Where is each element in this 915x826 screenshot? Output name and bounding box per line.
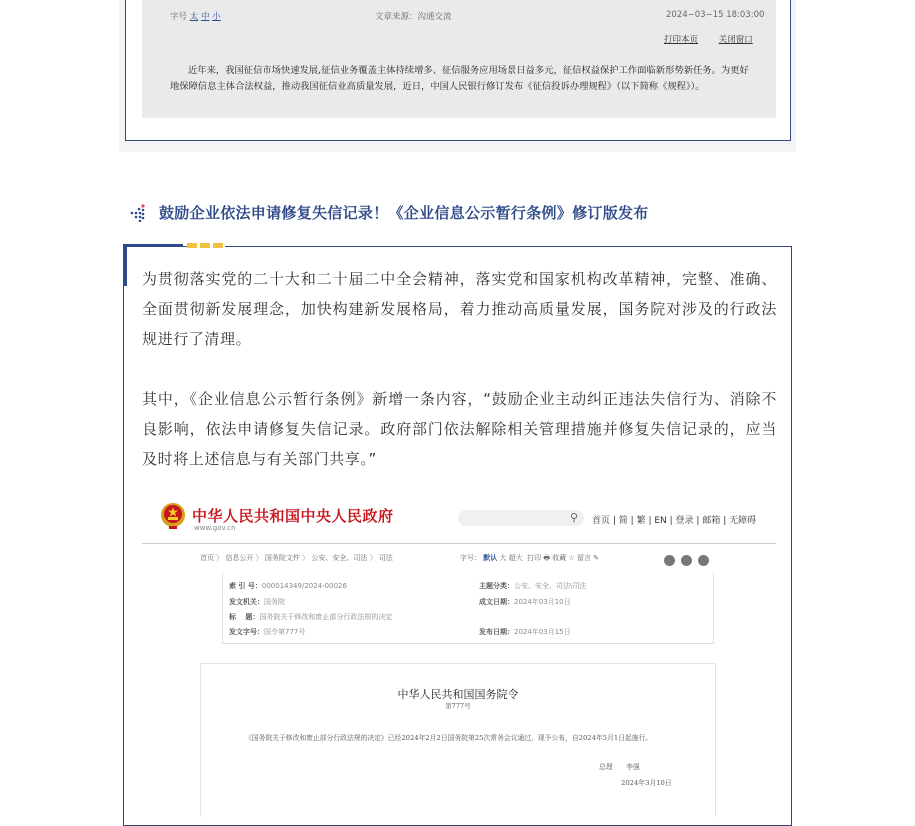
paragraph-1: 为贯彻落实党的二十大和二十届二中全会精神，落实党和国家机构改革精神，完整、准确、全面贯彻新发展理念，加快构建新发展格局，着力推动高质量发展，国务院对涉及的行政法规进行了清理。: [142, 270, 777, 348]
gov-top-nav: 首页 | 简 | 繁 | EN | 登录 | 邮箱 | 无障碍: [592, 516, 757, 526]
nav-login[interactable]: 登录: [675, 516, 694, 526]
font-large[interactable]: 大: [499, 554, 507, 562]
gov-site-url: www.gov.cn: [194, 524, 236, 532]
meta-docno: 发文字号：国令第777号: [229, 628, 306, 636]
nav-accessibility[interactable]: 无障碍: [729, 516, 757, 526]
nav-mail[interactable]: 邮箱: [702, 516, 721, 526]
nav-english[interactable]: EN: [654, 516, 667, 526]
card-accent-top: [123, 244, 183, 247]
close-window-link[interactable]: 关闭窗口: [718, 35, 753, 45]
previous-article-body: [170, 63, 750, 95]
font-label: 字号：: [460, 554, 481, 562]
nav-home[interactable]: 首页: [592, 516, 611, 526]
decree-signer: 总理 李强: [599, 763, 640, 771]
weibo-icon[interactable]: [681, 555, 692, 566]
meta-org: 发文机关：国务院: [229, 598, 285, 606]
meta-title: 标 题：国务院关于修改和废止部分行政法规的决定: [229, 613, 393, 621]
card-accent-bar: [123, 244, 127, 286]
page-tools: [460, 553, 599, 565]
font-size-large[interactable]: 太: [189, 12, 199, 22]
card-accent-gold: [187, 243, 225, 248]
decree-number: 第777号: [445, 702, 471, 710]
font-xlarge[interactable]: 超大: [508, 554, 523, 562]
national-emblem-icon: [160, 502, 186, 530]
meta-index: 索 引 号：000014349/2024-00026: [229, 582, 347, 590]
search-icon[interactable]: ⚲: [569, 511, 578, 524]
article-links: [646, 33, 753, 45]
gov-site-name: 中华人民共和国中央人民政府: [192, 507, 394, 525]
print-save-comment[interactable]: 打印 🖶 收藏 ☆ 留言 ✎: [527, 554, 600, 562]
meta-topic: 主题分类：公安、安全、司法\司法: [479, 582, 587, 590]
gov-screenshot: [142, 493, 776, 816]
section-title: 鼓励企业依法申请修复失信记录！《企业信息公示暂行条例》修订版发布: [159, 204, 649, 222]
decree-body: [231, 731, 691, 745]
paragraph-2: 其中，《企业信息公示暂行条例》新增一条内容，“鼓励企业主动纠正违法失信行为、消除不良影响，依法申请修复失信记录。政府部门依法解除相关管理措施并修复失信记录的，应当及时将上述信息与有关部门共享。”: [142, 390, 777, 468]
source-value: 沟通交流: [417, 12, 452, 22]
header-divider: [142, 543, 776, 544]
article-source: [375, 10, 452, 22]
document-metadata: [222, 573, 714, 644]
font-size-options: [170, 10, 221, 22]
previous-article-text: 近年来，我国征信市场快速发展,征信业务覆盖主体持续增多、征信服务应用场景日益多元，征信权益保护工作面临新形势新任务。为更好地保障信息主体合法权益，推动我国征信业高质量发展，近日，中国人民银行修订发布《征信投诉办理规程》（以下简称《规程》）。: [170, 65, 749, 92]
nav-simplified[interactable]: 简: [618, 516, 628, 526]
decree-text: 《国务院关于修改和废止部分行政法规的决定》已经2024年2月2日国务院第25次常务会议通过，现予公布，自2024年5月1日起施行。: [245, 734, 653, 742]
breadcrumb[interactable]: 首页 〉 信息公开 〉 国务院文件 〉 公安、安全、司法 〉 司法: [200, 554, 393, 562]
print-link[interactable]: 打印本页: [664, 35, 699, 45]
font-size-label: 字号: [170, 12, 188, 22]
font-size-medium[interactable]: 中: [200, 12, 210, 22]
font-default[interactable]: 默认: [483, 554, 498, 562]
wechat-icon[interactable]: [664, 555, 675, 566]
source-label: 文章来源：: [375, 12, 418, 22]
qzone-icon[interactable]: [698, 555, 709, 566]
decree-title: 中华人民共和国国务院令: [397, 688, 519, 701]
font-size-small[interactable]: 小: [212, 12, 221, 22]
meta-date: 成文日期：2024年03月10日: [479, 598, 571, 606]
nav-traditional[interactable]: 繁: [636, 516, 646, 526]
decree-date: 2024年3月10日: [621, 779, 672, 787]
gov-search-input[interactable]: [458, 510, 584, 526]
share-icons: [664, 551, 715, 570]
decree-document: [200, 663, 716, 817]
meta-pubdate: 发布日期：2024年03月15日: [479, 628, 571, 636]
article-datetime: 2024−03−15 18:03:00: [666, 10, 765, 20]
dots-icon: [130, 204, 148, 222]
